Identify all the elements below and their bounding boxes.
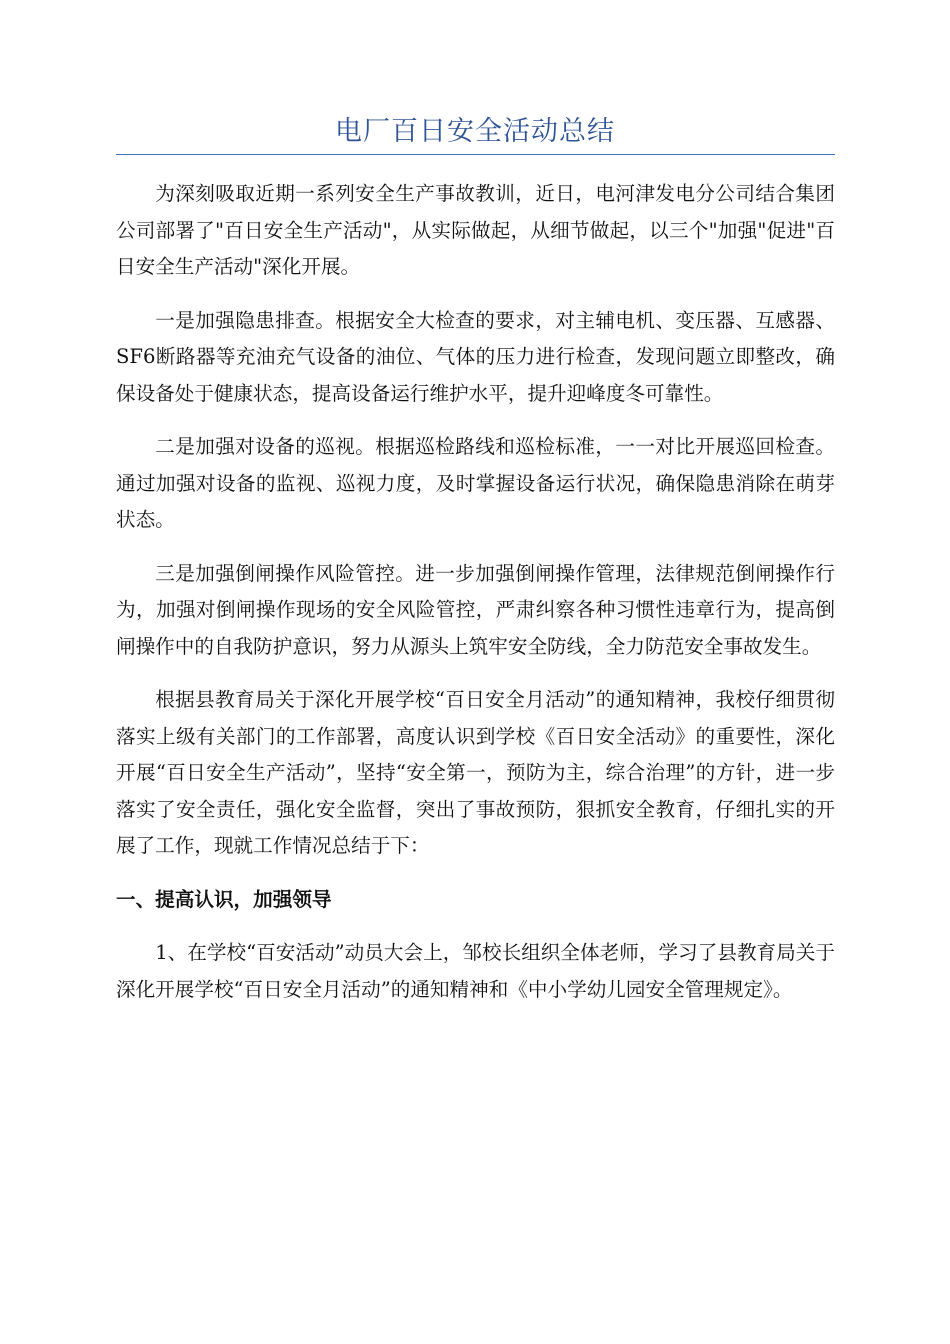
- paragraph-equipment-patrol: 二是加强对设备的巡视。根据巡检路线和巡检标准，一一对比开展巡回检查。通过加强对设备的监视、巡视力度，及时掌握设备运行状况，确保隐患消除在萌芽状态。: [116, 435, 835, 531]
- title-underline: [116, 154, 835, 155]
- paragraph-intro: 为深刻吸取近期一系列安全生产事故教训，近日，电河津发电分公司结合集团公司部署了"百日安全生产活动"，从实际做起，从细节做起，以三个"加强"促进"百日安全生产活动"深化开展。: [116, 182, 835, 278]
- document-title: 电厂百日安全活动总结: [335, 116, 615, 147]
- paragraph-hazard-check: 一是加强隐患排查。根据安全大检查的要求，对主辅电机、变压器、互感器、SF6断路器等充油充气设备的油位、气体的压力进行检查，发现问题立即整改，确保设备处于健康状态，提高设备运行维护水平，提升迎峰度冬可靠性。: [116, 308, 835, 405]
- document-body: [116, 176, 835, 1025]
- paragraph-switching-risk: 三是加强倒闸操作风险管控。进一步加强倒闸操作管理，法律规范倒闸操作行为，加强对倒闸操作现场的安全风险管控，严肃纠察各种习惯性违章行为，提高倒闸操作中的自我防护意识，努力从源头上筑牢安全防线，全力防范安全事故发生。: [116, 561, 835, 658]
- section-heading: 一、提高认识，加强领导: [116, 887, 332, 911]
- paragraph-section-1: 1、在学校“百安活动”动员大会上，邹校长组织全体老师，学习了县教育局关于深化开展学校“百日安全月活动”的通知精神和《中小学幼儿园安全管理规定》。: [116, 941, 835, 1001]
- paragraph-school-summary: 根据县教育局关于深化开展学校“百日安全月活动”的通知精神，我校仔细贯彻落实上级有关部门的工作部署，高度认识到学校《百日安全活动》的重要性，深化开展“百日安全生产活动”，坚持“安全第一，预防为主，综合治理”的方针，进一步落实了安全责任，强化安全监督，突出了事故预防，狠抓安全教育，仔细扎实的开展了工作，现就工作情况总结于下：: [116, 688, 835, 857]
